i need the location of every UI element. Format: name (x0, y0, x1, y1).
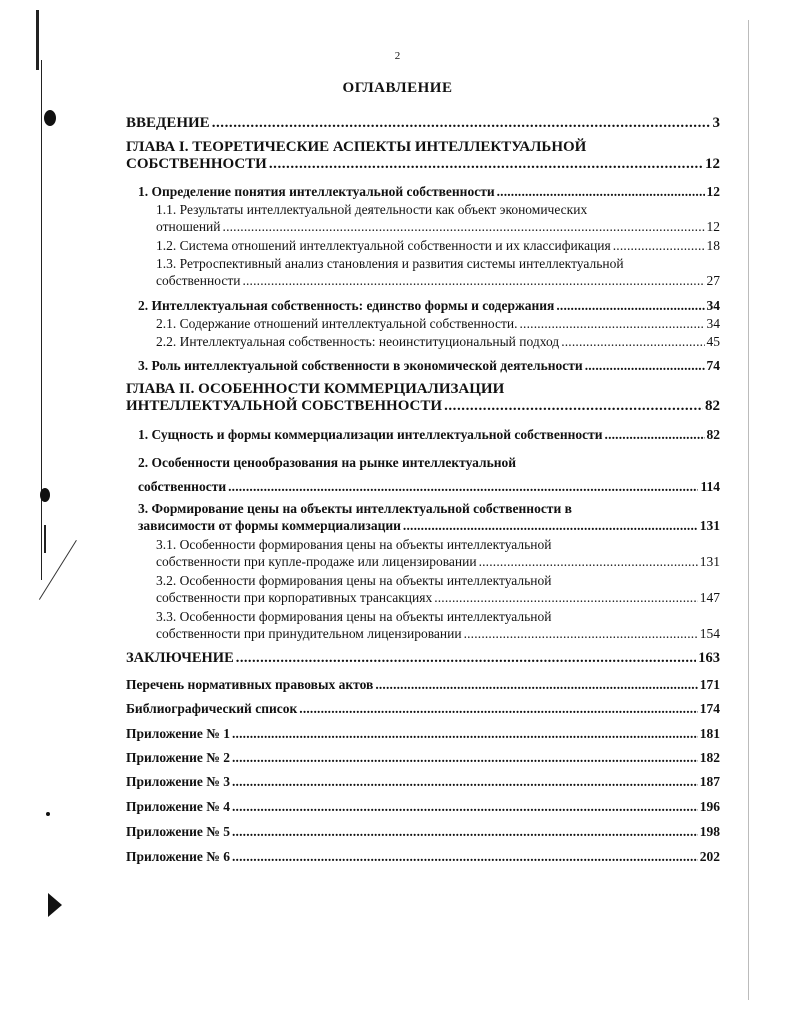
toc-entry-title: 3. Роль интеллектуальной собственности в экономической деятельности (138, 358, 583, 373)
toc-entry-title-line1: ГЛАВА I. ТЕОРЕТИЧЕСКИЕ АСПЕКТЫ ИНТЕЛЛЕКТУАЛЬНОЙ (126, 139, 587, 155)
toc-entry-subsection-2-3-2[interactable] (156, 572, 720, 606)
toc-entry-title-line2: зависимости от формы коммерциализации (138, 518, 401, 533)
toc-entry-section-2-1[interactable] (138, 426, 720, 443)
dot-leader (232, 749, 698, 766)
toc-page-number: 187 (699, 774, 720, 789)
toc-entry-conclusion[interactable] (126, 650, 720, 667)
toc-entry-title-line2: собственности при корпоративных трансакциях (156, 590, 433, 605)
dot-leader (299, 700, 697, 717)
toc-page-number: 3 (712, 115, 720, 131)
toc-entry-title-line1: ГЛАВА II. ОСОБЕННОСТИ КОММЕРЦИАЛИЗАЦИИ (126, 381, 505, 397)
toc-page-number: 198 (699, 824, 720, 839)
toc-page-number: 154 (699, 626, 720, 641)
toc-entry-title: 2.2. Интеллектуальная собственность: неоинституциональный подход (156, 334, 560, 349)
toc-entry-title-line2: собственности при принудительном лицензировании (156, 626, 462, 641)
toc-entry-appendix-6[interactable] (126, 848, 720, 865)
toc-entry-subsection-1-1-2[interactable] (156, 237, 720, 254)
toc-entry-title: Приложение № 6 (126, 849, 230, 864)
dot-leader (497, 183, 705, 200)
dot-leader (585, 357, 705, 374)
toc-page-number: 82 (705, 398, 720, 414)
toc-page-number: 202 (699, 849, 720, 864)
dot-leader (613, 237, 705, 254)
toc-page-number: 114 (700, 479, 720, 494)
toc-entry-subsection-1-2-2[interactable] (156, 333, 720, 350)
toc-entry-appendix-1[interactable] (126, 725, 720, 742)
toc-entry-title-line1: 3.3. Особенности формирования цены на объекты интеллектуальной (156, 609, 552, 624)
dot-leader (605, 426, 705, 443)
toc-entry-title-line2: собственности (156, 273, 241, 288)
toc-entry-section-1-3[interactable] (138, 357, 720, 374)
dot-leader (223, 218, 705, 235)
toc-page-number: 131 (699, 554, 720, 569)
toc-entry-title: Перечень нормативных правовых актов (126, 677, 374, 692)
dot-leader (212, 115, 711, 132)
toc-entry-title-line1: 2. Особенности ценообразования на рынке интеллектуальной (138, 455, 517, 470)
toc-entry-title-line1: 3. Формирование цены на объекты интеллектуальной собственности в (138, 501, 572, 516)
toc-page-number: 163 (698, 650, 720, 666)
toc-page-number: 34 (706, 316, 720, 331)
toc-page-number: 131 (699, 518, 720, 533)
toc-page-number: 181 (699, 726, 720, 741)
dot-leader (232, 848, 698, 865)
toc-entry-title: Приложение № 2 (126, 750, 230, 765)
toc-entry-title: 1. Определение понятия интеллектуальной собственности (138, 184, 495, 199)
toc-entry-chapter-2[interactable] (126, 381, 720, 415)
dot-leader (561, 333, 704, 350)
toc-entry-section-1-2[interactable] (138, 297, 720, 314)
toc-entry-title-line2: ИНТЕЛЛЕКТУАЛЬНОЙ СОБСТВЕННОСТИ (126, 398, 443, 414)
dot-leader (556, 297, 704, 314)
toc-entry-title: ВВЕДЕНИЕ (126, 115, 210, 131)
dot-leader (232, 725, 698, 742)
toc-page-number: 182 (699, 750, 720, 765)
toc-entry-subsection-1-1-1[interactable] (156, 201, 720, 235)
toc-entry-title-line1: 1.3. Ретроспективный анализ становления и развития системы интеллектуальной (156, 256, 624, 271)
toc-entry-title: 1.2. Система отношений интеллектуальной собственности и их классификация (156, 238, 611, 253)
dot-leader (479, 553, 698, 570)
toc-page-number: 34 (706, 298, 720, 313)
toc-entry-bibliography[interactable] (126, 700, 720, 717)
toc-entry-title-line1: 3.2. Особенности формирования цены на объекты интеллектуальной (156, 573, 552, 588)
toc-page-number: 45 (706, 334, 720, 349)
dot-leader (444, 398, 703, 415)
toc-page-number: 12 (706, 219, 720, 234)
page-number: 2 (394, 50, 401, 62)
toc-entry-section-1-1[interactable] (138, 183, 720, 200)
toc-entry-title-line1: 1.1. Результаты интеллектуальной деятельности как объект экономических (156, 202, 588, 217)
toc-page-number: 18 (706, 238, 720, 253)
toc-entry-title-line2: отношений (156, 219, 221, 234)
toc-page-number: 12 (706, 184, 720, 199)
toc-entry-appendix-3[interactable] (126, 773, 720, 790)
toc-entry-title: Библиографический список (126, 701, 298, 716)
toc-entry-appendix-5[interactable] (126, 823, 720, 840)
toc-entry-title-line2: СОБСТВЕННОСТИ (126, 156, 267, 172)
toc-entry-appendix-2[interactable] (126, 749, 720, 766)
toc-entry-subsection-2-3-3[interactable] (156, 608, 720, 642)
toc-entry-title-line2: собственности (138, 479, 227, 494)
toc-entry-title-line2: собственности при купле-продаже или лицензировании (156, 554, 477, 569)
toc-entry-title: 2.1. Содержание отношений интеллектуальной собственности. (156, 316, 518, 331)
toc-entry-section-2-3[interactable] (138, 500, 720, 534)
toc-page-number: 174 (699, 701, 720, 716)
toc-entry-title: Приложение № 5 (126, 824, 230, 839)
toc-entry-title: Приложение № 4 (126, 799, 230, 814)
toc-entry-section-2-2[interactable] (138, 451, 720, 499)
dot-leader (375, 676, 697, 693)
toc-page-number: 12 (705, 156, 720, 172)
toc-entry-chapter-1[interactable] (126, 139, 720, 173)
dot-leader (269, 156, 703, 173)
toc-entry-subsection-1-2-1[interactable] (156, 315, 720, 332)
dot-leader (520, 315, 705, 332)
dot-leader (228, 475, 698, 499)
toc-entry-title-line1: 3.1. Особенности формирования цены на объекты интеллектуальной (156, 537, 552, 552)
toc-entry-title: Приложение № 1 (126, 726, 230, 741)
dot-leader (403, 517, 698, 534)
toc-page-number: 171 (699, 677, 720, 692)
dot-leader (236, 650, 696, 667)
dot-leader (232, 798, 698, 815)
toc-page-number: 147 (699, 590, 720, 605)
dot-leader (434, 589, 698, 606)
dot-leader (464, 625, 698, 642)
toc-page-number: 27 (706, 273, 720, 288)
page-title: ОГЛАВЛЕНИЕ (342, 80, 453, 96)
toc-entry-title: ЗАКЛЮЧЕНИЕ (126, 650, 234, 666)
toc-entry-introduction[interactable] (126, 115, 720, 132)
toc-entry-title: 2. Интеллектуальная собственность: единство формы и содержания (138, 298, 555, 313)
toc-entry-legal-acts[interactable] (126, 676, 720, 693)
dot-leader (242, 272, 704, 289)
toc-entry-subsection-2-3-1[interactable] (156, 536, 720, 570)
toc-entry-title: 1. Сущность и формы коммерциализации интеллектуальной собственности (138, 427, 603, 442)
toc-entry-title: Приложение № 3 (126, 774, 230, 789)
toc-page-number: 74 (706, 358, 720, 373)
toc-entry-appendix-4[interactable] (126, 798, 720, 815)
toc-page-number: 196 (699, 799, 720, 814)
toc-page-number: 82 (706, 427, 720, 442)
dot-leader (232, 823, 698, 840)
toc-entry-subsection-1-1-3[interactable] (156, 255, 720, 289)
dot-leader (232, 773, 698, 790)
